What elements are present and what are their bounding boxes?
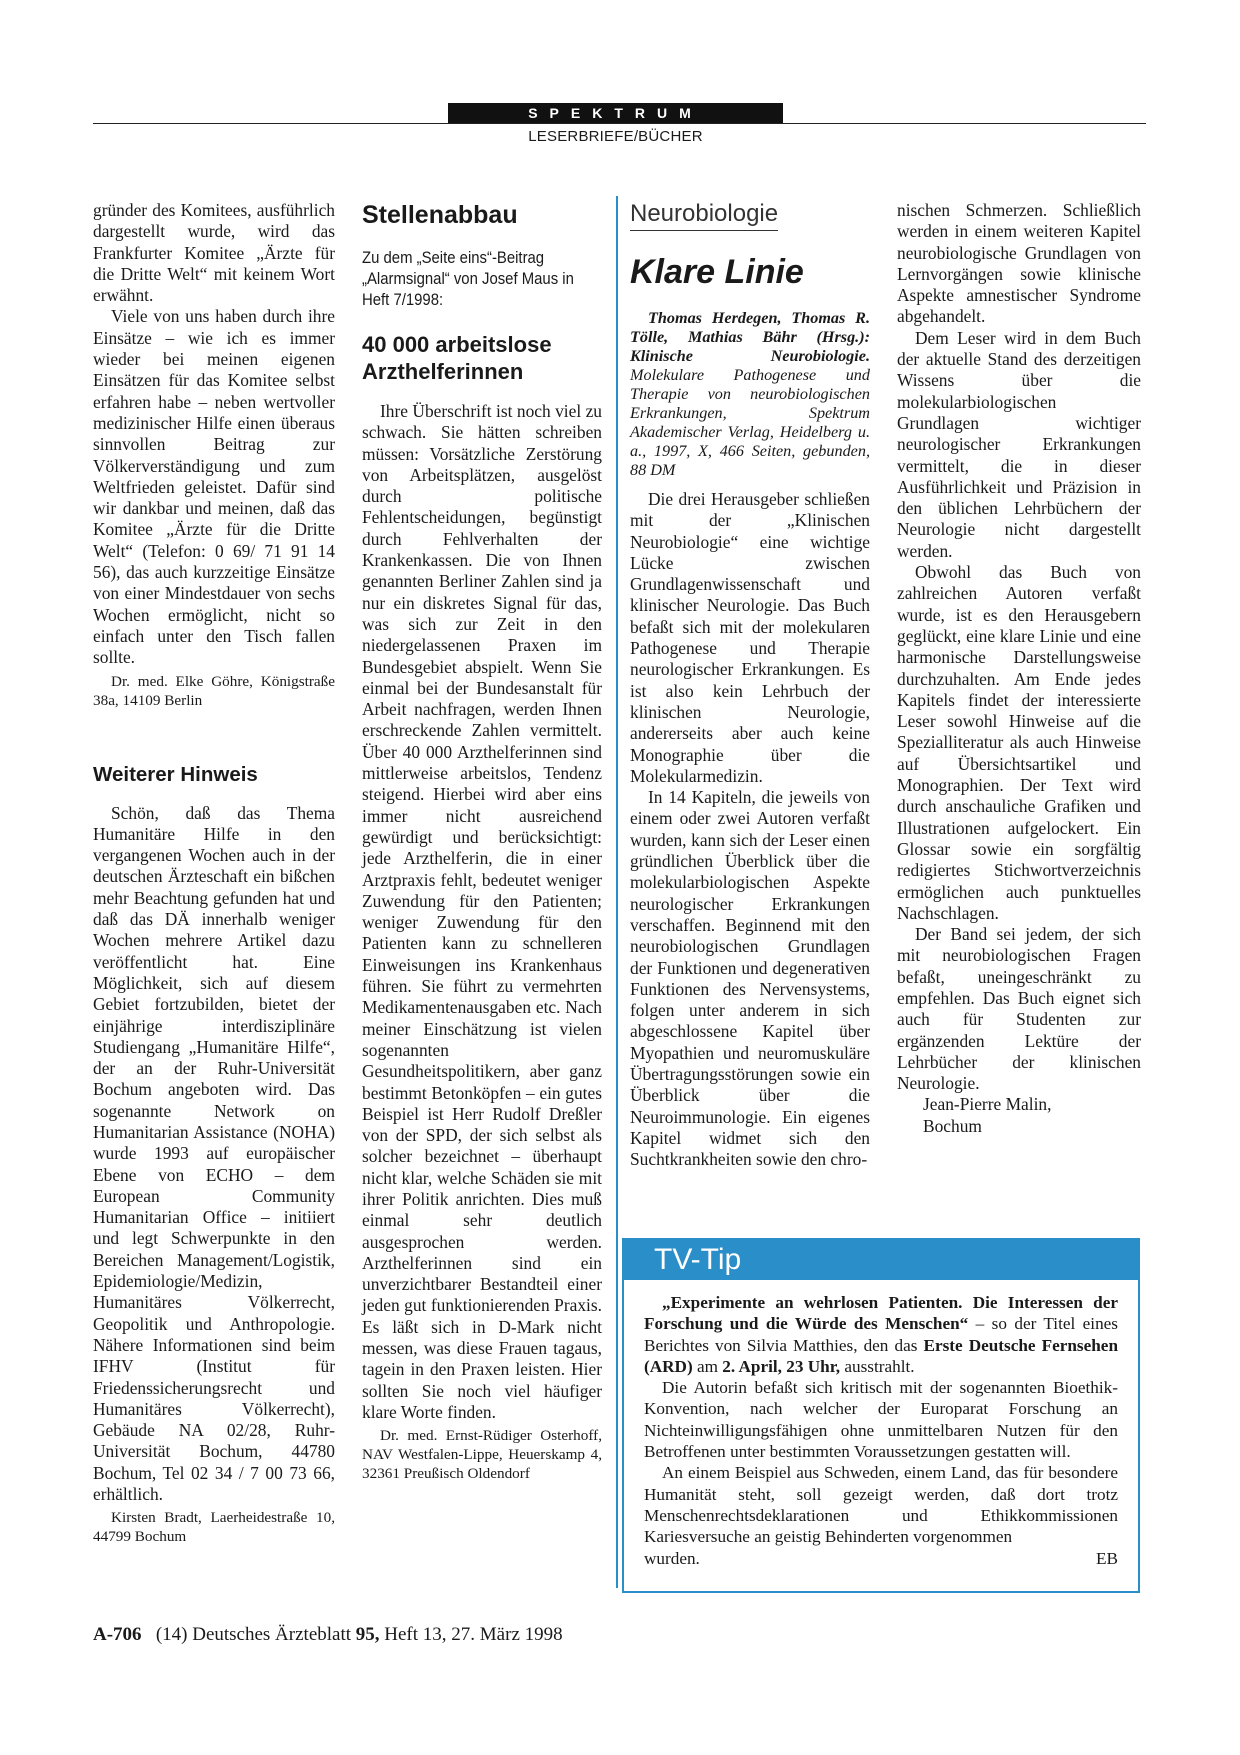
tv-tip-text: – so der Titel eines Berichtes von Silvia Matthies, den das: [644, 1314, 1118, 1355]
tv-tip-text: am: [692, 1356, 723, 1376]
heading-weiterer-hinweis: Weiterer Hinweis: [93, 762, 258, 786]
book-bibliography: [630, 309, 870, 480]
page-number: A-706: [93, 1624, 142, 1645]
footer-volume: 95,: [355, 1624, 380, 1645]
review-author: Jean-Pierre Malin,: [923, 1094, 1052, 1115]
review-author-city: Bochum: [923, 1115, 982, 1136]
book-details: Molekulare Pathogenese und Therapie von neurobiologischen Erkrankungen, Spektrum Akademischer Verlag, Heidelberg u. a., 1997, X, 466 Seiten, gebunden, 88 DM: [630, 366, 870, 479]
page-footer: [93, 1624, 563, 1646]
header-rule: [93, 123, 1146, 124]
tv-tip-text: wurden.: [644, 1548, 700, 1568]
col1-paragraph: Schön, daß das Thema Humanitäre Hilfe in den vergangenen Wochen auch in der deutschen Ärzteschaft ein bißchen mehr Beachtung gefunden hat und daß das DÄ innerhalb weniger Wochen mehrere Artikel dazu veröffentlicht hat. Eine Möglichkeit, sich auf diesem Gebiet fortzubilden, bietet der einjährige interdisziplinäre Studiengang „Humanitäre Hilfe“, der an der Ruhr-Universität Bochum angeboten wird. Das sogenannte Network on Humanitarian Assistance (NOHA) wurde 1993 auf europäischer Ebene von ECHO – dem European Community Humanitarian Office – initiiert und legt Schwerpunkte in den Bereichen Management/Logistik, Epidemiologie/Medizin, Humanitäres Völkerrecht, Geopolitik und Anthropologie. Nähere Informationen sind beim IFHV (Institut für Friedenssicherungsrecht und Humanitäres Völkerrecht), Gebäude NA 02/28, Ruhr-Universität Bochum, 44780 Bochum, Tel 02 34 / 7 00 73 66, erhältlich.: [93, 802, 335, 1505]
col1-paragraph: gründer des Komitees, ausführlich dargestellt wurde, wird das Frankfurter Komitee „Ärzte für die Dritte Welt“ mit keinem Wort erwähnt.: [93, 200, 335, 306]
col4-paragraph: Dem Leser wird in dem Buch der aktuelle Stand des derzeitigen Wissens über die molekularbiologischen Grundlagen wichtiger neurologischer Erkrankungen vermittelt, die in dieser Ausführlichkeit und Präzision in den üblichen Lehrbüchern der Neurologie nicht dargestellt werden.: [897, 327, 1141, 561]
col4-paragraph: nischen Schmerzen. Schließlich werden in einem weiteren Kapitel neurobiologische Grundlagen von Lernvorgängen sowie klinische Aspekte amnestischer Syndrome abgehandelt.: [897, 200, 1141, 327]
col3-paragraph: Die drei Herausgeber schließen mit der „Klinischen Neurobiologie“ eine wichtige Lücke zwischen Grundlagenwissenschaft und klinischer Neurologie. Das Buch befaßt sich mit der molekularen Pathogenese und Therapie neurologischer Erkrankungen. Es ist also kein Lehrbuch der klinischen Neurologie, andererseits aber auch keine Monographie über die Molekularmedizin.: [630, 489, 870, 786]
tv-tip-text: ausstrahlt.: [840, 1356, 915, 1376]
footer-journal: (14) Deutsches Ärzteblatt: [155, 1624, 356, 1645]
tv-tip-title: TV-Tip: [624, 1240, 1138, 1280]
tv-channel: Erste Deutsche Fernsehen (ARD): [644, 1335, 1118, 1376]
book-review-rule: [616, 196, 618, 1588]
heading-klare-linie: Klare Linie: [630, 253, 804, 291]
subsection-header: LESERBRIEFE/BÜCHER: [528, 128, 703, 145]
column-3: [630, 200, 870, 1171]
tv-tip-body: [644, 1292, 1118, 1569]
col2-paragraph: Ihre Überschrift ist noch viel zu schwach. Sie hätten schreiben müssen: Vorsätzliche Zerstörung von Arbeitsplätzen, ausgelöst durch politische Fehlentscheidungen, begünstigt durch Fehlverhalten der Krankenkassen. Die von Ihnen genannten Berliner Zahlen sind ja nur ein diskretes Signal für das, was sich zur Zeit in den niedergelassenen Praxen im Bundesgebiet abspielt. Wenn Sie einmal bei der Bundesanstalt für Arbeit nachfragen, werden Ihnen erschreckende Zahlen vermittelt. Über 40 000 Arzthelferinnen sind mittlerweise arbeitslos, Tendenz steigend. Hierbei wird aber eins immer nicht ausreichend gewürdigt und berücksichtigt: jede Arzthelferin, die in einer Arztpraxis fehlt, bedeutet weniger Zuwendung für den Patienten; weniger Zuwendung für den Patienten kann zu schnelleren Einweisungen ins Krankenhaus führen. Sie führt zu vermehrten Medikamentenausgaben etc. Nach meiner Einschätzung ist vielen sogenannten Gesundheitspolitikern, aber ganz bestimmt Betonköpfen – ein gutes Beispiel ist Herr Rudolf Dreßler von der SPD, der sich selbst als solcher bezeichnet – überhaupt nicht klar, welche Schäden sie mit ihrer Politik anrichten. Dies muß einmal sehr deutlich ausgesprochen werden. Arzthelferinnen sind ein unverzichtbarer Bestandteil einer jeden gut funktionierenden Praxis. Es läßt sich in D-Mark nicht messen, was diese Frauen tagaus, tagein in den Praxen leisten. Hier sollten Sie noch viel häufiger klare Worte finden.: [362, 401, 602, 1422]
book-authors-title: Thomas Herdegen, Thomas R. Tölle, Mathias Bähr (Hrsg.): Klinische Neurobiologie.: [630, 309, 870, 365]
tv-program-title: „Experimente an wehrlosen Patienten. Die Interessen der Forschung und die Würde des Menschen“: [644, 1293, 1118, 1334]
tv-tip-last-line: [644, 1548, 1118, 1569]
col1-signature-2: Kirsten Bradt, Laerheidestraße 10, 44799 Bochum: [93, 1509, 335, 1546]
column-4: [897, 200, 1141, 1137]
tv-tip-box: [622, 1238, 1140, 1593]
tv-tip-paragraph: [644, 1292, 1118, 1377]
tv-air-date: 2. April, 23 Uhr,: [722, 1356, 841, 1376]
tv-tip-paragraph: An einem Beispiel aus Schweden, einem Land, das für besondere Humanität steht, soll gezeigt werden, daß dort trotz Menschenrechtsdeklarationen und Ethikkommissionen Kariesversuche an geistig Behinderten vorgenommen: [644, 1463, 1118, 1547]
col3-paragraph: In 14 Kapiteln, die jeweils von einem oder zwei Autoren verfaßt wurden, kann sich der Leser einen gründlichen Überblick über die molekularbiologischen Aspekte neurologischer Erkrankungen verschaffen. Beginnend mit den neurobiologischen Grundlagen der Funktionen und degenerativen Funktionen des Nervensystems, folgen unter anderem in sich abgeschlossene Kapitel über Myopathien und neuromuskuläre Übertragungsstörungen sowie ein Überblick über die Neuroimmunologie. Ein eigenes Kapitel widmet sich den Suchtkrankheiten sowie den chro-: [630, 787, 870, 1170]
rubric-neurobiologie: Neurobiologie: [630, 200, 778, 231]
col4-paragraph: Der Band sei jedem, der sich mit neurobiologischen Fragen befaßt, uneingeschränkt zu empfehlen. Das Buch eignet sich auch für Studenten zur ergänzenden Lektüre der Lehrbücher der klinischen Neurologie.: [897, 924, 1141, 1094]
letter-title: 40 000 arbeitslose Arzthelferinnen: [362, 332, 552, 384]
heading-stellenabbau: Stellenabbau: [362, 201, 518, 229]
tv-tip-paragraph: Die Autorin befaßt sich kritisch mit der sogenannten Bioethik-Konvention, nach welcher der Europarat Forschung an Nichteinwilligungsfähigen ohne unmittelbaren Nutzen für den Betroffenen unter bestimmten Voraussetzungen gestatten will.: [644, 1378, 1118, 1462]
col1-paragraph: Viele von uns haben durch ihre Einsätze – wie ich es immer wieder bei meinen eigenen Einsätzen für das Komitee selbst erfahren habe – neben wertvoller medizinischer Hilfe einen überaus sinnvollen Beitrag zur Völkerverständigung und zum Weltfrieden geleistet. Dafür sind wir dankbar und meinen, daß das Komitee „Ärzte für die Dritte Welt“ (Telefon: 0 69/ 71 91 14 56), das auch kurzzeitige Einsätze von einer Mindestdauer von sechs Wochen ermöglicht, nicht so einfach unter den Tisch fallen sollte.: [93, 306, 335, 668]
col4-paragraph: Obwohl das Buch von zahlreichen Autoren verfaßt wurde, ist es den Herausgebern geglückt, eine klare Linie und eine harmonische Darstellungsweise durchzuhalten. Am Ende jedes Kapitels findet der interessierte Leser sowohl Hinweise auf die Spezialliteratur als auch Hinweise auf Übersichtsartikel und Monographien. Der Text wird durch anschauliche Grafiken und Illustrationen aufgelockert. Ein Glossar sowie ein sorgfältig redigiertes Stichwortverzeichnis ermöglichen auch punktuelles Nachschlagen.: [897, 562, 1141, 923]
column-1: [93, 200, 335, 1546]
footer-issue: Heft 13, 27. März 1998: [379, 1624, 563, 1645]
column-2: [362, 200, 602, 1483]
col1-signature: Dr. med. Elke Göhre, Königstraße 38a, 14109 Berlin: [93, 672, 335, 709]
col2-signature: Dr. med. Ernst-Rüdiger Osterhoff, NAV Westfalen-Lippe, Heuerskamp 4, 32361 Preußisch Oldendorf: [362, 1427, 602, 1483]
tv-tip-initials: EB: [1096, 1548, 1118, 1568]
section-header: SPEKTRUM: [448, 103, 783, 123]
letter-intro: Zu dem „Seite eins“-Beitrag „Alarmsignal“ von Josef Maus in Heft 7/1998:: [362, 249, 574, 309]
